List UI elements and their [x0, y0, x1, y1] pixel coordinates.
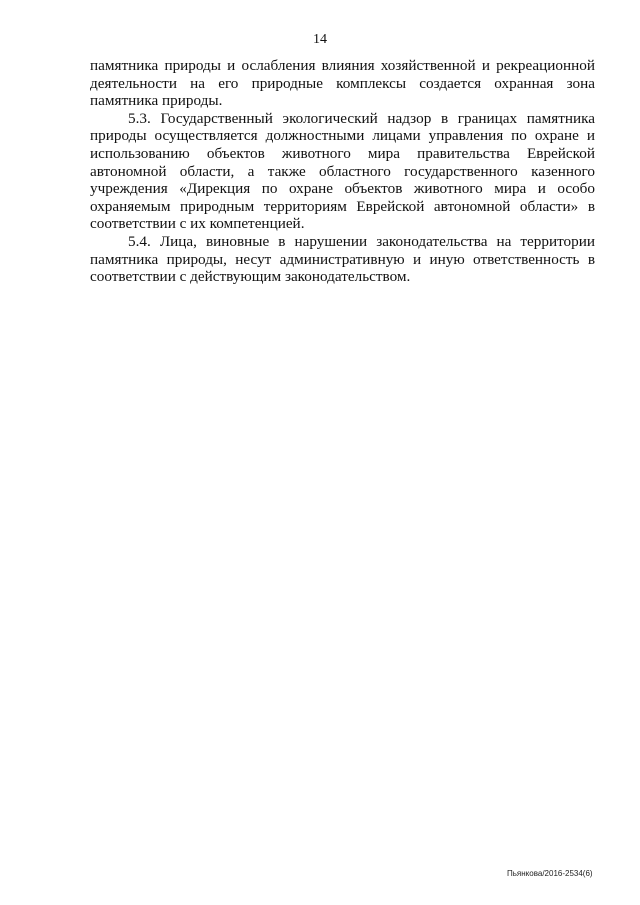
page-number: 14 — [313, 32, 327, 47]
document-reference: Пьянкова/2016-2534(6) — [507, 869, 593, 878]
paragraph-5-4: 5.4. Лица, виновные в нарушении законодательства на территории памятника природы, несут административную и иную ответственность в соответствии с действующим законодательством. — [90, 232, 595, 286]
paragraph-5-3: 5.3. Государственный экологический надзор в границах памятника природы осуществляется должностными лицами управления по охране и использованию объектов животного мира правительства Еврейской автономной области, а также областного государственного казенного учреждения «Дирекция по охране объектов животного мира и особо охраняемым природным территориям Еврейской автономной области» в соответствии с их компетенцией. — [90, 109, 595, 233]
paragraph-continuation: памятника природы и ослабления влияния хозяйственной и рекреационной деятельности на его природные комплексы создается охранная зона памятника природы. — [90, 57, 595, 110]
body-text — [90, 57, 595, 286]
